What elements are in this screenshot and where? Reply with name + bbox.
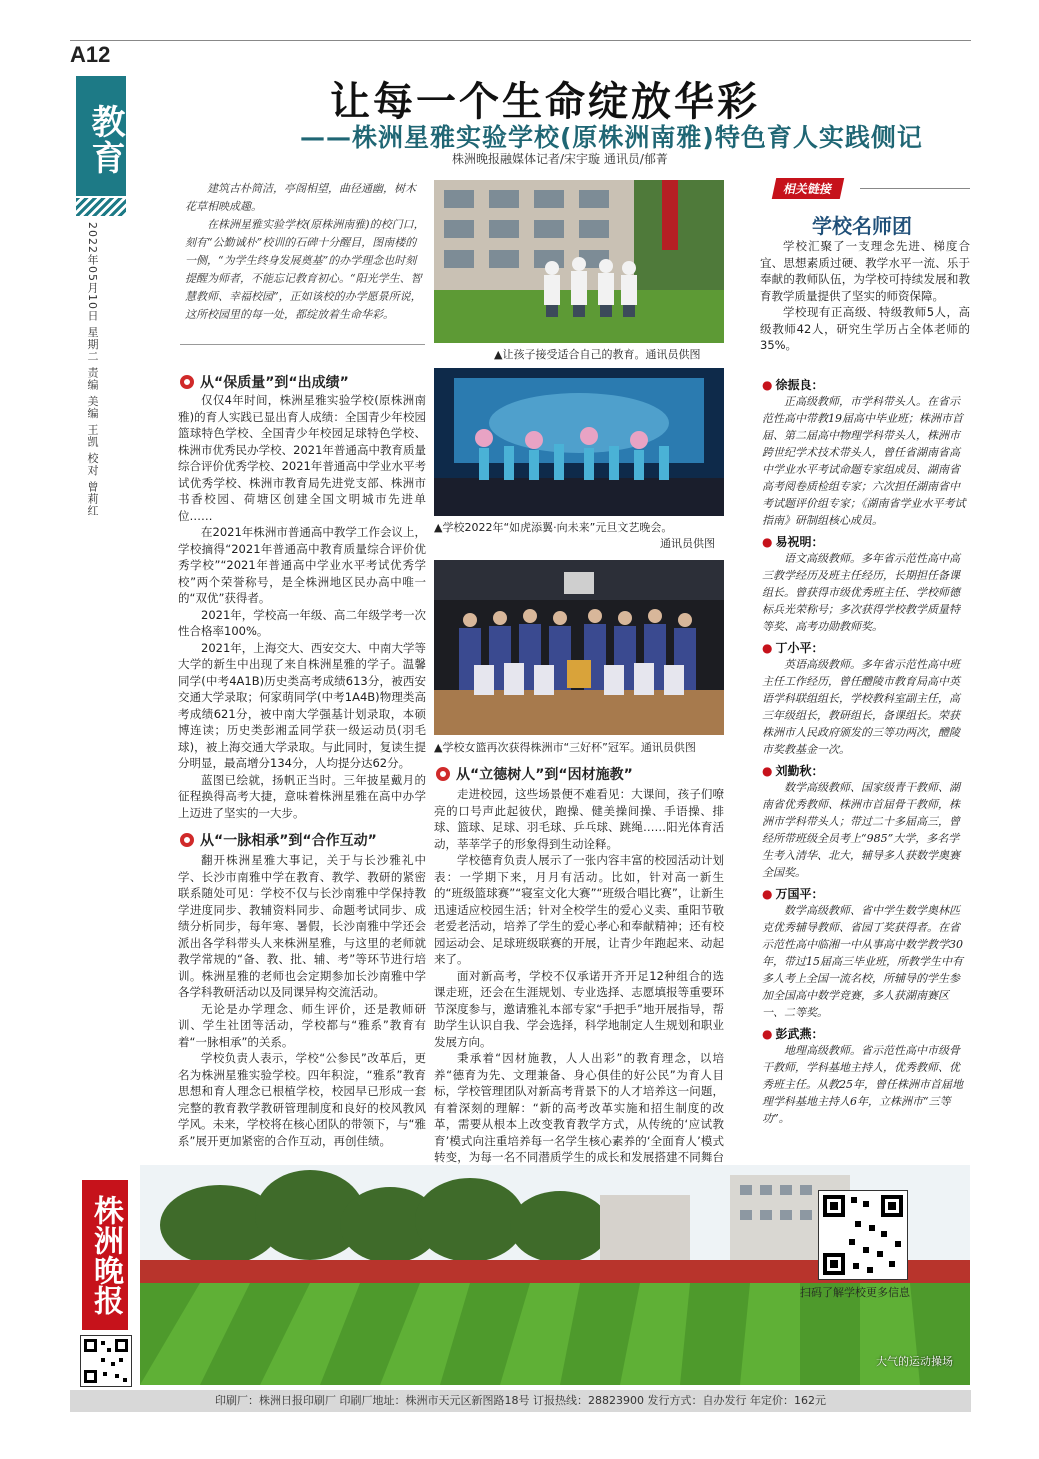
sidebar-intro [760, 238, 970, 354]
s2-p3: 学校负责人表示，学校“公参民”改革后，更名为株洲星雅实验学校。四年积淀，“雅系”教育思想和育人理念已根植学校，校园早已形成一套完整的教育教学教研管理制度和良好的校风教风学风。未来，学校将在核心团队的带领下，与“雅系”展开更加紧密的合作互动，再创佳绩。 [178, 1051, 426, 1148]
lead-divider [180, 344, 425, 345]
headline-title: 让每一个生命绽放华彩 [330, 79, 760, 125]
section-3-body [434, 786, 724, 1199]
photo-2-caption: ▲学校2022年“如虎添翼·向未来”元旦文艺晚会。 [434, 521, 673, 534]
teacher-item [762, 533, 970, 635]
section-1-heading [180, 372, 349, 392]
page-number: A12 [70, 42, 111, 67]
teacher-item [762, 376, 970, 529]
related-links-label: 相关链接 [772, 178, 844, 199]
section-1-body [178, 392, 426, 821]
lead-paragraph [185, 180, 425, 340]
teacher-name: ● 丁小平： [762, 639, 970, 656]
related-links-tag [760, 178, 970, 198]
bullet-ring-icon [180, 375, 194, 389]
teacher-item [762, 639, 970, 758]
s1-p4: 2021年，上海交大、西安交大、中南大学等大学的新生中出现了来自株洲星雅的学子。温馨同学(中考4A1B)历史类高考成绩613分，被西安交通大学录取；何家萌同学(中考1A4B)物理类高考成绩621分，被中南大学强基计划录取，本硕博连读；历史类彭湘孟同学获一级运动员(羽毛球)，被上海交通大学录取。与此同时，复读生提分明显，最高增分134分，人均提分达62分。 [178, 640, 426, 770]
teacher-bio: 数学高级教师、国家级青干教师、湖南省优秀教师、株洲市首届骨干教师，株洲市学科带头人；带过二十多届高三，曾经所带班级全员考上“985”大学，多名学生考入清华、北大，辅导多人获数学奥赛全国奖。 [762, 781, 960, 879]
qr-code-wechat[interactable] [80, 1335, 132, 1387]
s1-p1: 仅仅4年时间，株洲星雅实验学校(原株洲南雅)的育人实践已显出育人成绩：全国青少年校园篮球特色学校、全国青少年校园足球特色学校、株洲市优秀民办学校、2021年普通高中教育质量综合评价优秀学校、2021年普通高中学业水平考试优秀学校、株洲市教育局先进党支部、株洲市书香校园、荷塘区创建全国文明城市先进单位…… [178, 393, 426, 523]
photo-students-lawn [434, 180, 724, 343]
section-2-heading [180, 830, 377, 850]
bullet-ring-icon [180, 833, 194, 847]
teacher-name: ● 刘勤秋： [762, 762, 970, 779]
photo-2-credit: 通讯员供图 [660, 537, 715, 550]
photo-3-caption: ▲学校女篮再次获得株洲市“三好杯”冠军。通讯员供图 [434, 741, 696, 754]
teacher-bio: 语文高级教师。多年省示范性高中高三教学经历及班主任经历，长期担任备课组长。曾获得市级优秀班主任、学校师德标兵光荣称号；多次获得学校教学质量特等奖、高考功勋教师奖。 [762, 552, 960, 633]
sidebar-intro-p2: 学校现有正高级、特级教师5人，高级教师42人，研究生学历占全体老师的35%。 [760, 305, 970, 352]
sidebar-intro-p1: 学校汇聚了一支理念先进、梯度合宜、思想素质过硬、教学水平一流、乐于奉献的教师队伍，为学校可持续发展和教育教学质量提供了坚实的师资保障。 [760, 239, 970, 303]
teacher-name: ● 彭武燕： [762, 1025, 970, 1042]
top-rule [70, 40, 971, 41]
teacher-bio: 正高级教师，市学科带头人。在省示范性高中带教19届高中毕业班；株洲市首届、第二届高中物理学科带头人，株洲市跨世纪学术技术带头人，曾任省湖南省高中学业水平考试命题专家组成员、湖南省高考阅卷质检组专家；六次担任湖南省中考试题评价组专家；《湖南省学业水平考试指南》研制组核心成员。 [762, 395, 966, 527]
s1-p3: 2021年，学校高一年级、高二年级学考一次性合格率100%。 [178, 607, 426, 638]
headline-subtitle: ——株洲星雅实验学校(原株洲南雅)特色育人实践侧记 [300, 123, 923, 152]
s3-p2: 学校德育负责人展示了一张内容丰富的校园活动计划表：一学期下来，月月有活动。比如，针对高一新生的“班级篮球赛”“寝室文化大赛”“班级合唱比赛”，让新生迅速适应校园生活；针对全校学生的爱心义卖、重阳节敬老爱老活动，培养了学生的爱心孝心和奉献精神；还有校园运动会、足球班级联赛的开展，让青少年跑起来、动起来了。 [434, 853, 724, 966]
s3-p3: 面对新高考，学校不仅承诺开齐开足12种组合的选课走班，还会在生涯规划、专业选择、志愿填报等重要环节深度参与，邀请雅礼本部专家“手把手”地开展指导，帮助学生认识自我、学会选择，科学地制定人生规划和职业发展方向。 [434, 968, 724, 1049]
photo-stage-performance [434, 368, 724, 516]
section-3-title: 从“立德树人”到“因材施教” [456, 767, 633, 783]
teacher-name: ● 易祝明： [762, 533, 970, 550]
teacher-name: ● 万国平： [762, 885, 970, 902]
section-2-body [178, 852, 426, 1149]
byline: 株洲晚报融媒体记者/宋宇璇 通讯员/郁菁 [452, 152, 668, 166]
s1-p5: 蓝图已绘就，扬帆正当时。三年披星戴月的征程换得高考大捷，意味着株洲星雅在高中办学上迈进了坚实的一大步。 [178, 772, 426, 820]
field-caption: 大气的运动操场 [876, 1355, 953, 1368]
s2-p2: 无论是办学理念、师生评价，还是教师研训、学生社团等活动，学校都与“雅系”教育有着“一脉相承”的关系。 [178, 1001, 426, 1049]
section-2-title: 从“一脉相承”到“合作互动” [200, 833, 377, 849]
side-meta: 2022年05月10日 星期二 责编 美编 王凯 校对 曾莉红 [86, 222, 99, 517]
s3-p1: 走进校园，这些场景便不难看见：大课间，孩子们嘹亮的口号声此起彼伏，跑操、健美操间操、手语操、排球、篮球、足球、羽毛球、乒乓球、跳绳……阳光体育活动，莘莘学子的形象得到生动诠释。 [434, 787, 724, 851]
photo-1-caption: ▲让孩子接受适合自己的教育。通讯员供图 [494, 348, 701, 361]
qr-code-large[interactable] [818, 1190, 908, 1280]
teacher-list [762, 372, 970, 1127]
teacher-bio: 数学高级教师、省中学生数学奥林匹克优秀辅导教师、省园丁奖获得者。在省示范性高中临湘一中从事高中数学教学30年，带过15届高三毕业班，所教学生中有多人考上全国一流名校，所辅导的学生参加全国高中数学竞赛，多人获湖南赛区一、二等奖。 [762, 904, 963, 1019]
footer-bar: 印刷厂：株洲日报印刷厂 印刷厂地址：株洲市天元区新图路18号 订报热线：28823900 发行方式：自办发行 年定价：162元 [70, 1390, 971, 1412]
lead-p1: 建筑古朴简洁，亭阁相望，曲径通幽，树木花草相映成趣。 [185, 182, 416, 213]
s3-p4: 秉承着“因材施教，人人出彩”的教育理念，以培养“德育为先、文理兼备、身心俱佳的好公民”为育人目标，学校管理团队对新高考背景下的人才培养这一问题，有着深刻的理解：“新的高考改革实施和招生制度的改革，需要从根本上改变教育教学方式，从传统的‘应试教育’模式向注重培养每一名学生核心素养的‘全面育人’模式转变，为每一名不同潜质学生的成长和发展搭建不同舞台 [434, 1051, 724, 1164]
bullet-ring-icon [436, 767, 450, 781]
s2-p1: 翻开株洲星雅大事记，关于与长沙雅礼中学、长沙市南雅中学在教育、教学、教研的紧密联系随处可见：学校不仅与长沙南雅中学保持教学进度同步、教辅资料同步、命题考试同步、成绩分析同步，每年寒、暑假，长沙南雅中学还会派出各学科带头人来株洲星雅，与这里的老师就教学常规的“备、教、批、辅、考”等环节进行培训。株洲星雅的老师也会定期参加长沙南雅中学各学科教研活动以及同课异构交流活动。 [178, 853, 426, 999]
teacher-bio: 英语高级教师。多年省示范性高中班主任工作经历，曾任醴陵市教育局高中英语学科联组组长，学校教科室副主任，高三年级组长，教研组长，备课组长。荣获株洲市人民政府颁发的三等功两次，醴陵市奖教基金一次。 [762, 658, 960, 756]
teacher-bio: 地理高级教师。省示范性高中市级骨干教师，学科基地主持人，优秀教师、优秀班主任。从教25年，曾任株洲市首届地理学科基地主持人6年，立株洲市“三等功”。 [762, 1044, 963, 1125]
s1-p2: 在2021年株洲市普通高中教学工作会议上，学校摘得“2021年普通高中教育质量综合评价优秀学校”“2021年普通高中学业水平考试优秀学校”两个荣誉称号，是全株洲地区民办高中唯一的“双优”获得者。 [178, 525, 426, 605]
teacher-name: ● 徐振良： [762, 376, 970, 393]
sidebar-title: 学校名师团 [812, 214, 912, 238]
teacher-item [762, 885, 970, 1021]
section-3-heading [436, 764, 633, 784]
lead-p2: 在株洲星雅实验学校(原株洲南雅)的校门口，刻有“公勤诚朴”校训的石碑十分醒目，图南楼的一侧，“为学生终身发展奠基”的办学理念也时刻提醒为师者，不能忘记教育初心。“阳光学生、智慧教师、幸福校园”，正如该校的办学愿景所说，这所校园里的每一处，都绽放着生命华彩。 [185, 218, 425, 321]
section-label: 教育 [76, 76, 126, 196]
photo-basketball-team [434, 560, 724, 735]
zhuzhou-evening-logo: 株洲晚报 [82, 1180, 128, 1330]
section-stripe [76, 198, 126, 216]
qr-large-caption: 扫码了解学校更多信息 [800, 1286, 910, 1299]
teacher-item [762, 1025, 970, 1127]
section-1-title: 从“保质量”到“出成绩” [200, 375, 349, 391]
teacher-item [762, 762, 970, 881]
